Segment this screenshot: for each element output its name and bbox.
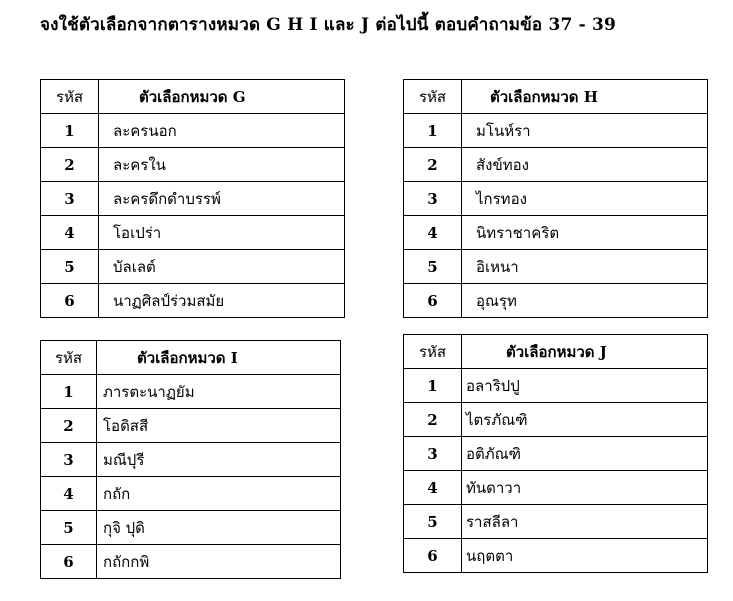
table-category-g — [40, 79, 345, 318]
table-row — [404, 284, 708, 318]
table-row — [41, 216, 345, 250]
row-code: 6 — [404, 539, 462, 573]
header-title: ตัวเลือกหมวด J — [462, 335, 708, 369]
row-name: กถักกพิ — [97, 545, 341, 579]
instruction-text: จงใช้ตัวเลือกจากตารางหมวด G H I และ J ต่อไปนี้ ตอบคำถามข้อ 37 - 39 — [40, 15, 617, 35]
row-code: 6 — [41, 284, 99, 318]
table-category-h — [403, 79, 708, 318]
row-code: 5 — [404, 505, 462, 539]
row-code: 4 — [404, 216, 462, 250]
row-code: 5 — [41, 250, 99, 284]
row-code: 3 — [41, 182, 99, 216]
table-row — [41, 284, 345, 318]
table-row — [404, 216, 708, 250]
row-code: 2 — [41, 409, 97, 443]
row-code: 2 — [404, 148, 462, 182]
row-code: 6 — [404, 284, 462, 318]
table-header-row — [404, 335, 708, 369]
table-row — [41, 114, 345, 148]
row-code: 5 — [41, 511, 97, 545]
row-name: ละครดึกดำบรรพ์ — [99, 182, 345, 216]
row-name: อุณรุท — [462, 284, 708, 318]
table-row — [41, 375, 341, 409]
row-name: ละครใน — [99, 148, 345, 182]
header-title: ตัวเลือกหมวด G — [99, 80, 345, 114]
header-code: รหัส — [404, 335, 462, 369]
row-name: ภารตะนาฏยัม — [97, 375, 341, 409]
row-name: อลาริปปู — [462, 369, 708, 403]
row-code: 4 — [41, 216, 99, 250]
table-row — [404, 369, 708, 403]
table-row — [404, 539, 708, 573]
row-code: 3 — [404, 437, 462, 471]
row-name: อิเหนา — [462, 250, 708, 284]
row-name: สังข์ทอง — [462, 148, 708, 182]
row-code: 6 — [41, 545, 97, 579]
row-name: โอเปร่า — [99, 216, 345, 250]
row-code: 1 — [41, 375, 97, 409]
row-name: นาฏศิลป์ร่วมสมัย — [99, 284, 345, 318]
table-row — [404, 148, 708, 182]
row-code: 2 — [404, 403, 462, 437]
table-category-j — [403, 334, 708, 573]
row-name: ละครนอก — [99, 114, 345, 148]
row-name: บัลเลต์ — [99, 250, 345, 284]
table-row — [41, 148, 345, 182]
row-name: ไตรภัณฑิ — [462, 403, 708, 437]
table-row — [41, 545, 341, 579]
header-code: รหัส — [41, 341, 97, 375]
table-header-row — [41, 341, 341, 375]
table-row — [41, 443, 341, 477]
row-name: โอดิสสี — [97, 409, 341, 443]
row-code: 1 — [41, 114, 99, 148]
row-name: กุจิ ปุดิ — [97, 511, 341, 545]
table-row — [41, 477, 341, 511]
row-code: 4 — [404, 471, 462, 505]
row-code: 1 — [404, 114, 462, 148]
header-title: ตัวเลือกหมวด I — [97, 341, 341, 375]
row-code: 4 — [41, 477, 97, 511]
row-name: อติภัณฑิ — [462, 437, 708, 471]
table-row — [41, 409, 341, 443]
table-row — [404, 403, 708, 437]
table-category-i — [40, 340, 341, 579]
row-name: กถัก — [97, 477, 341, 511]
row-name: นฤตตา — [462, 539, 708, 573]
row-name: นิทราชาคริต — [462, 216, 708, 250]
row-name: ทันดาวา — [462, 471, 708, 505]
row-code: 1 — [404, 369, 462, 403]
header-title: ตัวเลือกหมวด H — [462, 80, 708, 114]
table-row — [404, 250, 708, 284]
row-name: ไกรทอง — [462, 182, 708, 216]
table-row — [404, 182, 708, 216]
row-name: มโนห์รา — [462, 114, 708, 148]
row-name: มณีปุรี — [97, 443, 341, 477]
table-row — [41, 511, 341, 545]
row-code: 3 — [404, 182, 462, 216]
row-code: 5 — [404, 250, 462, 284]
table-header-row — [404, 80, 708, 114]
table-row — [41, 182, 345, 216]
table-row — [404, 505, 708, 539]
table-row — [404, 114, 708, 148]
table-row — [41, 250, 345, 284]
row-code: 2 — [41, 148, 99, 182]
table-row — [404, 437, 708, 471]
row-name: ราสลีลา — [462, 505, 708, 539]
row-code: 3 — [41, 443, 97, 477]
table-header-row — [41, 80, 345, 114]
header-code: รหัส — [404, 80, 462, 114]
table-row — [404, 471, 708, 505]
header-code: รหัส — [41, 80, 99, 114]
